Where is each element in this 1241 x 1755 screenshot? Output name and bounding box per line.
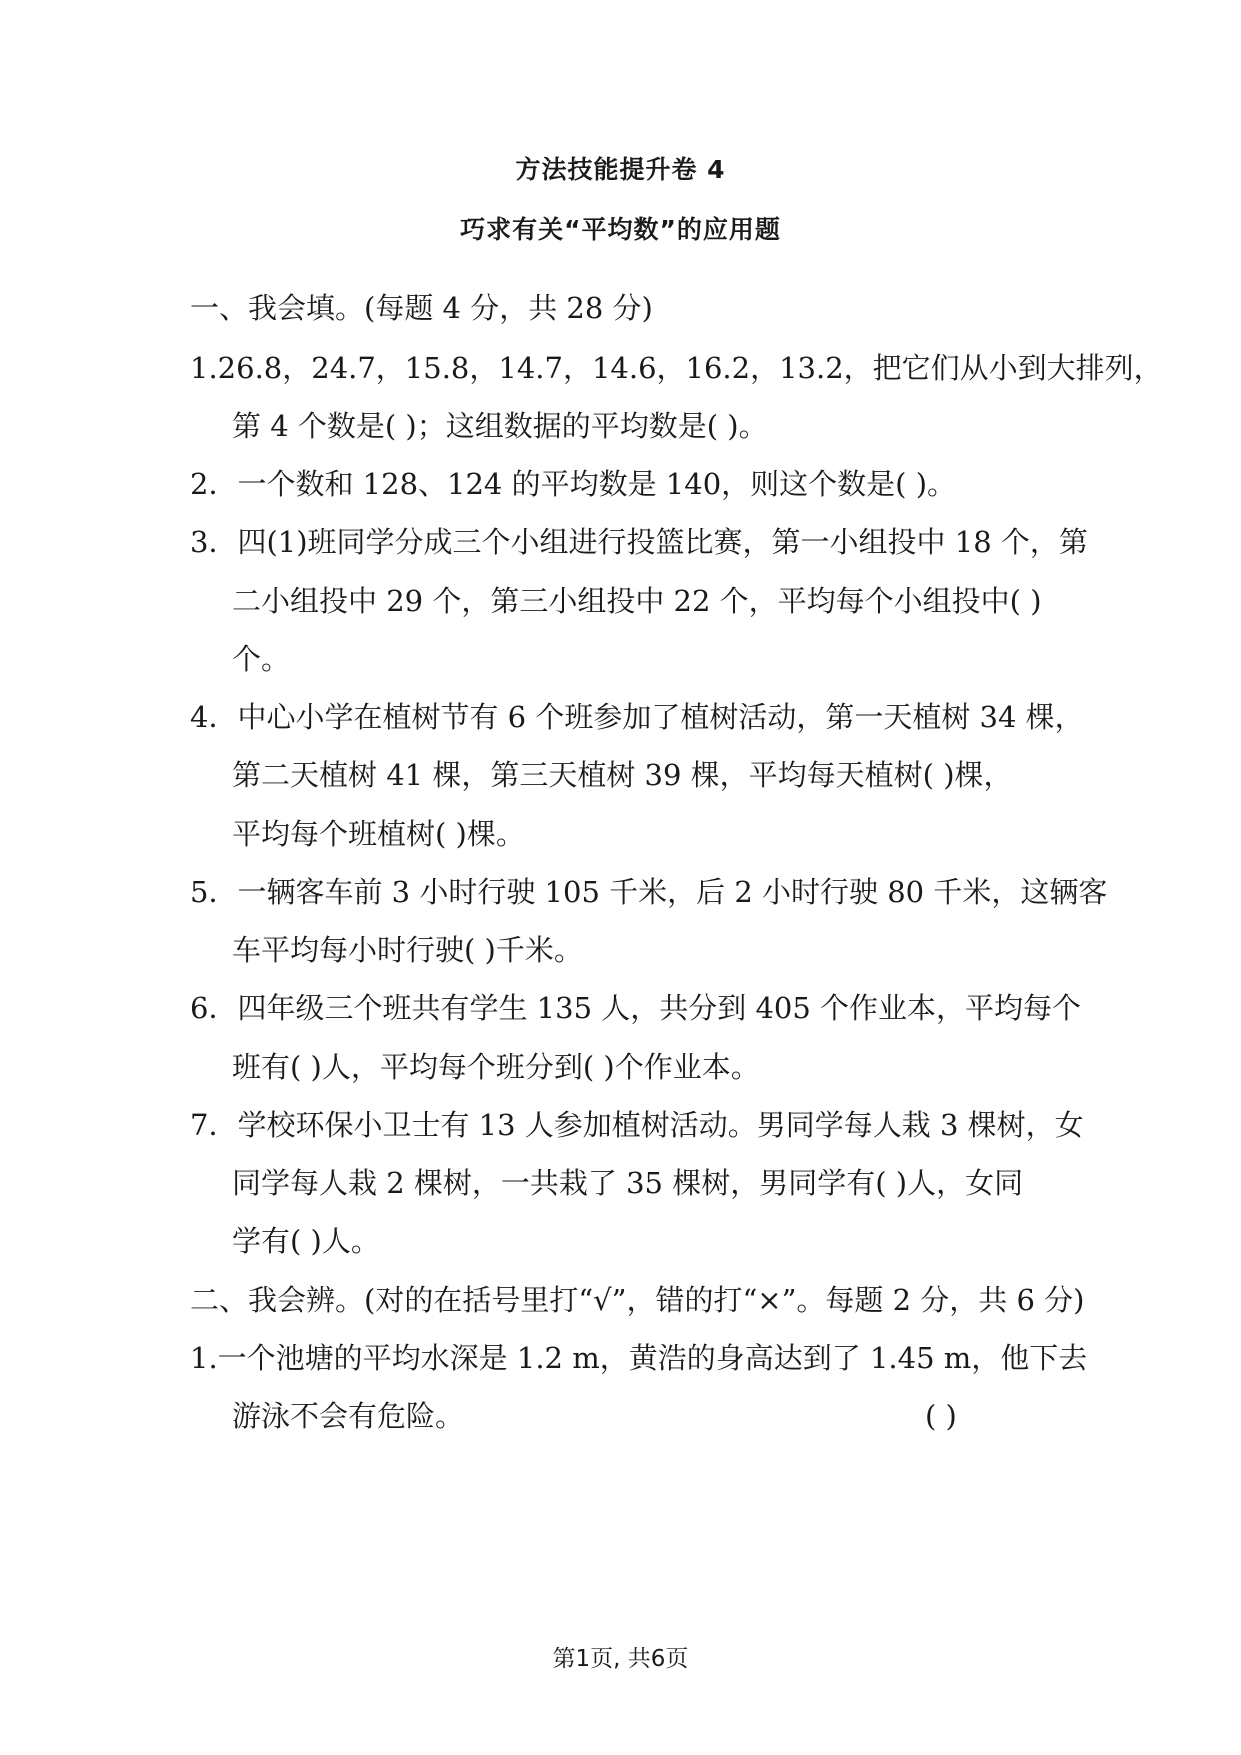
q6-line1: 6．四年级三个班共有学生 135 人，共分到 405 个作业本，平均每个 [190, 991, 1082, 1025]
page-number: 第1页, 共6页 [552, 1646, 689, 1672]
q5-line2: 车平均每小时行驶( )千米。 [232, 933, 583, 967]
q6-line2: 班有( )人，平均每个班分到( )个作业本。 [232, 1050, 760, 1084]
q1-line2: 第 4 个数是( )；这组数据的平均数是( )。 [232, 409, 768, 443]
page-subtitle: 巧求有关“平均数”的应用题 [460, 215, 781, 244]
s2-q1-line1: 1.一个池塘的平均水深是 1.2 m，黄浩的身高达到了 1.45 m，他下去 [190, 1341, 1088, 1375]
s2-q1-line2: 游泳不会有危险。 [232, 1399, 465, 1433]
section2-heading: 二、我会辨。(对的在括号里打“√”，错的打“×”。每题 2 分，共 6 分) [190, 1283, 1085, 1317]
q4-line2: 第二天植树 41 棵，第三天植树 39 棵，平均每天植树( )棵， [232, 758, 1013, 792]
q3-line2: 二小组投中 29 个，第三小组投中 22 个，平均每个小组投中( ) [232, 584, 1042, 618]
q7-line1: 7．学校环保小卫士有 13 人参加植树活动。男同学每人栽 3 棵树，女 [190, 1108, 1084, 1142]
q7-line2: 同学每人栽 2 棵树，一共栽了 35 棵树，男同学有( )人，女同 [232, 1166, 1024, 1200]
q5-line1: 5．一辆客车前 3 小时行驶 105 千米，后 2 小时行驶 80 千米，这辆客 [190, 875, 1108, 909]
section1-heading: 一、我会填。(每题 4 分，共 28 分) [190, 291, 653, 325]
q4-line1: 4．中心小学在植树节有 6 个班参加了植树活动，第一天植树 34 棵， [190, 700, 1084, 734]
q7-line3: 学有( )人。 [232, 1224, 380, 1258]
q1-line1: 1.26.8，24.7，15.8，14.7，14.6，16.2，13.2，把它们从小到大排列， [190, 351, 1163, 385]
page-title: 方法技能提升卷 4 [515, 155, 726, 184]
q4-line3: 平均每个班植树( )棵。 [232, 817, 525, 851]
q3-line3: 个。 [232, 642, 291, 676]
s2-q1-answer-bracket: ( ) [925, 1399, 957, 1433]
q3-line1: 3．四(1)班同学分成三个小组进行投篮比赛，第一小组投中 18 个，第 [190, 525, 1088, 559]
q2-line1: 2．一个数和 128、124 的平均数是 140，则这个数是( )。 [190, 467, 957, 501]
